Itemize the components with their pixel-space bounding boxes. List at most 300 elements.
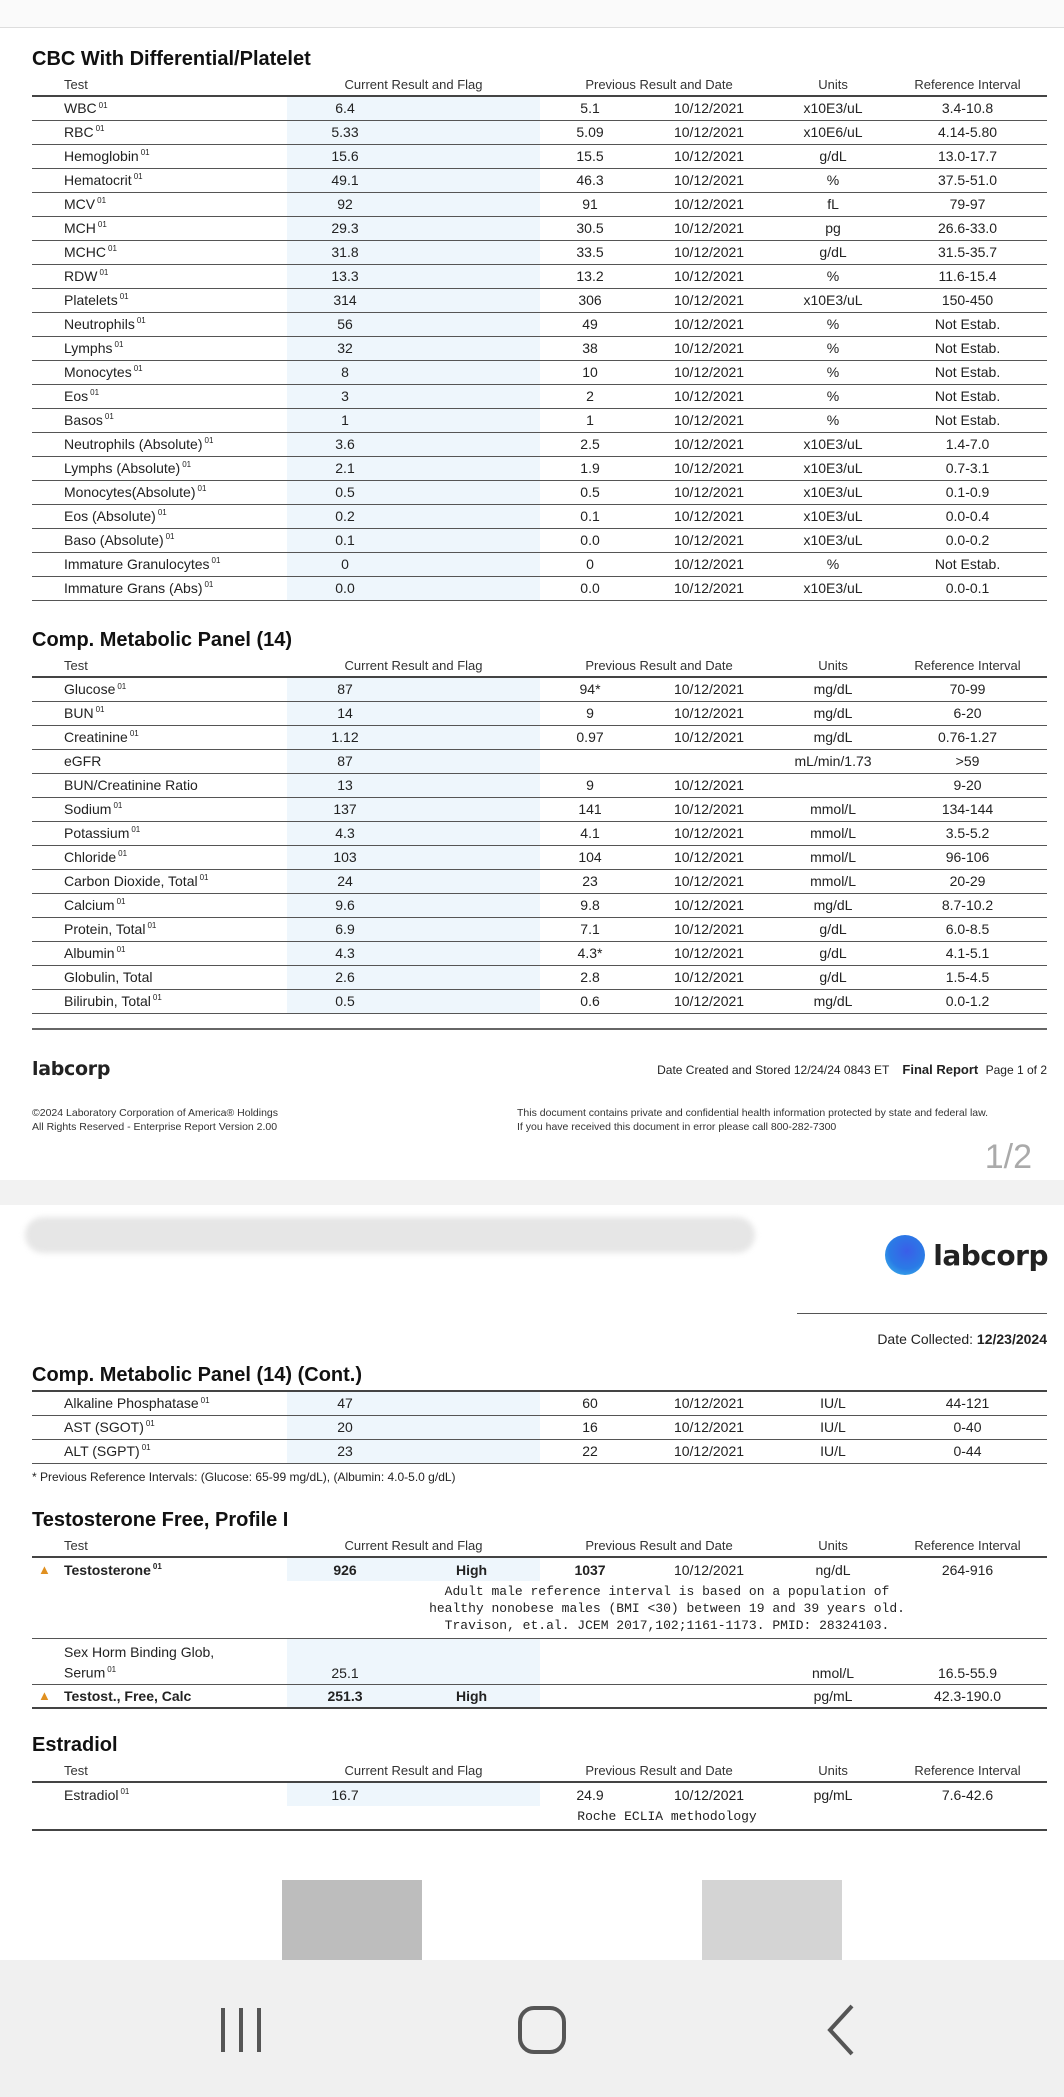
- footnote-marker: 01: [95, 124, 105, 134]
- test-name: Chloride: [64, 849, 117, 865]
- section-title: Comp. Metabolic Panel (14) (Cont.): [32, 1364, 363, 1386]
- table-row: [32, 1391, 1047, 1415]
- reference-interval: 0.76-1.27: [888, 725, 1047, 749]
- previous-value: 306: [540, 288, 640, 312]
- privacy-line: This document contains private and confidential health information protected by state and federal law.: [517, 1107, 989, 1119]
- previous-date: 10/12/2021: [640, 144, 778, 168]
- reference-interval: 70-99: [888, 677, 1047, 701]
- footnote-marker: 01: [108, 244, 117, 254]
- final-report-label: Final Report: [902, 1062, 979, 1077]
- units: mL/min/1.73: [778, 749, 888, 773]
- test-name: Lymphs (Absolute): [64, 460, 181, 476]
- flag: [403, 144, 540, 168]
- current-value: 0.5: [287, 989, 403, 1013]
- current-value: 926: [287, 1557, 403, 1581]
- flag: [403, 528, 540, 552]
- testosterone-section: [32, 1505, 1047, 1709]
- section-title: Comp. Metabolic Panel (14): [32, 629, 293, 651]
- reference-interval: 26.6-33.0: [888, 216, 1047, 240]
- redacted-header: [25, 1217, 755, 1253]
- footnote-marker: 01: [145, 1419, 155, 1429]
- units: fL: [778, 192, 888, 216]
- units: %: [778, 360, 888, 384]
- units: g/dL: [778, 941, 888, 965]
- previous-value: 16: [540, 1415, 640, 1439]
- reference-interval: 13.0-17.7: [888, 144, 1047, 168]
- col-current: Current Result and Flag: [287, 74, 540, 96]
- flag-high: High: [403, 1684, 540, 1708]
- previous-value: 0.0: [540, 576, 640, 600]
- units: mg/dL: [778, 701, 888, 725]
- current-value: 31.8: [287, 240, 403, 264]
- current-value: 2.1: [287, 456, 403, 480]
- units: x10E3/uL: [778, 528, 888, 552]
- test-name: [32, 1639, 287, 1685]
- current-value: 137: [287, 797, 403, 821]
- previous-date: 10/12/2021: [640, 917, 778, 941]
- test-name: Protein, Total: [64, 921, 146, 937]
- reference-interval: Not Estab.: [888, 384, 1047, 408]
- footnote-marker: 01: [136, 316, 146, 326]
- flag: [403, 240, 540, 264]
- footnote-marker: 01: [211, 556, 221, 566]
- current-value: 87: [287, 677, 403, 701]
- current-value: 20: [287, 1415, 403, 1439]
- previous-date: 10/12/2021: [640, 1415, 778, 1439]
- page-of: Page 1 of 2: [985, 1063, 1047, 1077]
- flag: [403, 576, 540, 600]
- results-table: [32, 1535, 1047, 1709]
- test-name: BUN: [64, 705, 94, 721]
- reference-interval: 8.7-10.2: [888, 893, 1047, 917]
- test-name: Monocytes(Absolute): [64, 484, 196, 500]
- units: mmol/L: [778, 797, 888, 821]
- flag-high: High: [403, 1557, 540, 1581]
- units: mmol/L: [778, 845, 888, 869]
- table-header: [32, 655, 1047, 677]
- previous-value: 4.3*: [540, 941, 640, 965]
- current-value: 0.2: [287, 504, 403, 528]
- table-row: [32, 408, 1047, 432]
- previous-value: 2.8: [540, 965, 640, 989]
- table-row: [32, 965, 1047, 989]
- previous-date: 10/12/2021: [640, 701, 778, 725]
- units: pg/mL: [778, 1684, 888, 1708]
- footnote: * Previous Reference Intervals: (Glucose: 65-99 mg/dL), (Albumin: 4.0-5.0 g/dL): [32, 1469, 456, 1484]
- previous-value: 104: [540, 845, 640, 869]
- col-units: Units: [778, 74, 888, 96]
- reference-interval: 42.3-190.0: [888, 1684, 1047, 1708]
- reference-interval: 7.6-42.6: [941, 1786, 994, 1803]
- footnote-marker: 01: [129, 729, 139, 739]
- reference-interval: 0.1-0.9: [888, 480, 1047, 504]
- table-row: [32, 504, 1047, 528]
- footnote-marker: 01: [182, 460, 192, 470]
- col-units: Units: [778, 1760, 888, 1782]
- current-value: 25.1: [287, 1639, 403, 1685]
- current-value: 23: [287, 1439, 403, 1463]
- footnote-marker: 01: [165, 532, 175, 542]
- col-reference: Reference Interval: [888, 655, 1047, 677]
- previous-date: 10/12/2021: [640, 725, 778, 749]
- previous-date: 10/12/2021: [640, 456, 778, 480]
- previous-date: 10/12/2021: [640, 240, 778, 264]
- flag: [403, 1439, 540, 1463]
- test-name: Platelets: [64, 292, 118, 308]
- table-row: [32, 749, 1047, 773]
- test-name: Estradiol: [64, 1787, 119, 1803]
- units: IU/L: [778, 1391, 888, 1415]
- footnote-marker: 01: [97, 220, 107, 230]
- test-name: ALT (SGPT): [64, 1443, 140, 1459]
- units: mg/dL: [778, 989, 888, 1013]
- reference-interval: 0.7-3.1: [888, 456, 1047, 480]
- table-row: [32, 240, 1047, 264]
- col-test: Test: [32, 1760, 287, 1782]
- previous-value: 22: [540, 1439, 640, 1463]
- flag: [403, 312, 540, 336]
- current-value: 87: [287, 749, 403, 773]
- flag: [403, 893, 540, 917]
- flag: [403, 1415, 540, 1439]
- previous-value: 1: [540, 408, 640, 432]
- footnote-marker: 01: [117, 681, 127, 691]
- test-name-line: Sex Horm Binding Glob,: [64, 1644, 215, 1660]
- previous-value: 1037: [574, 1561, 606, 1578]
- flag: [403, 701, 540, 725]
- units: mmol/L: [778, 821, 888, 845]
- reference-interval: 0.0-1.2: [888, 989, 1047, 1013]
- current-value: 4.3: [287, 821, 403, 845]
- reference-interval: 264-916: [941, 1561, 994, 1578]
- flag: [403, 408, 540, 432]
- footnote-marker: 01: [199, 873, 209, 883]
- previous-value: 4.1: [540, 821, 640, 845]
- flag: [403, 917, 540, 941]
- units: IU/L: [778, 1439, 888, 1463]
- col-test: Test: [32, 655, 287, 677]
- previous-date: 10/12/2021: [640, 677, 778, 701]
- current-value: 16.7: [287, 1782, 403, 1806]
- comment-row: [32, 1806, 1047, 1830]
- test-name: Sodium: [64, 801, 112, 817]
- current-value: 92: [287, 192, 403, 216]
- reference-interval: 0.0-0.1: [888, 576, 1047, 600]
- table-header: [32, 1535, 1047, 1557]
- table-row: [32, 528, 1047, 552]
- previous-date: 10/12/2021: [640, 845, 778, 869]
- current-value: 1: [287, 408, 403, 432]
- col-reference: Reference Interval: [888, 1760, 1047, 1782]
- previous-value: 94*: [540, 677, 640, 701]
- previous-value: 13.2: [540, 264, 640, 288]
- current-value: 4.3: [287, 941, 403, 965]
- recent-apps-icon[interactable]: [212, 2000, 272, 2060]
- reference-interval: 134-144: [888, 797, 1047, 821]
- units: [778, 773, 888, 797]
- col-units: Units: [778, 1535, 888, 1557]
- test-name: Testost., Free, Calc: [64, 1687, 192, 1704]
- previous-value: 60: [540, 1391, 640, 1415]
- previous-value: 33.5: [540, 240, 640, 264]
- warning-icon: ▲: [38, 1687, 51, 1703]
- col-test: Test: [32, 1535, 287, 1557]
- footnote-marker: 01: [133, 364, 143, 374]
- test-name: Testosterone: [64, 1561, 151, 1578]
- test-name-line: Serum: [64, 1664, 106, 1681]
- flag: [403, 1782, 540, 1806]
- home-icon[interactable]: [512, 2000, 572, 2060]
- footnote-marker: 01: [98, 100, 108, 110]
- units: x10E3/uL: [778, 432, 888, 456]
- previous-date: 10/12/2021: [640, 869, 778, 893]
- test-name: RDW: [64, 268, 98, 284]
- table-row: [32, 677, 1047, 701]
- flag: [403, 725, 540, 749]
- previous-value: 15.5: [540, 144, 640, 168]
- previous-date: 10/12/2021: [640, 504, 778, 528]
- table-row: [32, 989, 1047, 1013]
- current-value: 15.6: [287, 144, 403, 168]
- test-name: Baso (Absolute): [64, 532, 164, 548]
- reference-interval: 20-29: [888, 869, 1047, 893]
- current-value: 8: [287, 360, 403, 384]
- footnote-marker: 01: [113, 801, 123, 811]
- flag: [403, 552, 540, 576]
- table-row: [32, 1415, 1047, 1439]
- reference-interval: >59: [888, 749, 1047, 773]
- test-name: RBC: [64, 124, 94, 140]
- stored-date: Date Created and Stored 12/24/24 0843 ET: [657, 1063, 890, 1077]
- reference-interval: 1.5-4.5: [888, 965, 1047, 989]
- test-name: Immature Granulocytes: [64, 556, 210, 572]
- units: %: [778, 552, 888, 576]
- units: IU/L: [778, 1415, 888, 1439]
- test-name: WBC: [64, 100, 97, 117]
- test-name: Potassium: [64, 825, 130, 841]
- previous-date: 10/12/2021: [640, 528, 778, 552]
- units: x10E3/uL: [778, 504, 888, 528]
- previous-date: 10/12/2021: [640, 989, 778, 1013]
- previous-date: 10/12/2021: [640, 480, 778, 504]
- col-test: Test: [32, 74, 287, 96]
- table-row: [32, 725, 1047, 749]
- previous-value: 1.9: [540, 456, 640, 480]
- current-value: 251.3: [287, 1684, 403, 1708]
- flag: [403, 192, 540, 216]
- flag: [403, 384, 540, 408]
- footnote-marker: 01: [99, 268, 109, 278]
- test-name: Creatinine: [64, 729, 128, 745]
- current-value: 5.33: [287, 120, 403, 144]
- previous-value: 5.09: [540, 120, 640, 144]
- units: g/dL: [778, 965, 888, 989]
- copyright-line: ©2024 Laboratory Corporation of America® Holdings: [32, 1107, 279, 1119]
- flag: [403, 264, 540, 288]
- current-value: 32: [287, 336, 403, 360]
- previous-value: 0.1: [540, 504, 640, 528]
- system-navigation-bar: [0, 1960, 1064, 2097]
- previous-value: 0.97: [540, 725, 640, 749]
- units: %: [778, 408, 888, 432]
- test-name: Eos (Absolute): [64, 508, 156, 524]
- back-icon[interactable]: [812, 2000, 872, 2060]
- test-name: Lymphs: [64, 340, 113, 356]
- test-name: Neutrophils (Absolute): [64, 436, 203, 452]
- flag: [403, 168, 540, 192]
- units: x10E3/uL: [778, 456, 888, 480]
- table-row: [32, 432, 1047, 456]
- reference-comment: Adult male reference interval is based on a population of healthy nonobese males (BMI <30) between 19 and 39 years old. Travison, et.al. JCEM 2017,102;1161-1173. PMID: 28324103.: [429, 1584, 905, 1633]
- flag: [403, 869, 540, 893]
- reference-interval: 44-121: [888, 1391, 1047, 1415]
- page-top-edge: [0, 0, 1064, 28]
- flag: [403, 989, 540, 1013]
- flag: [403, 821, 540, 845]
- previous-date: 10/12/2021: [640, 893, 778, 917]
- previous-date: 10/12/2021: [640, 96, 778, 120]
- comment-row: [32, 1581, 1047, 1639]
- units: mg/dL: [778, 893, 888, 917]
- current-value: 9.6: [287, 893, 403, 917]
- units: g/dL: [778, 917, 888, 941]
- current-value: 0.1: [287, 528, 403, 552]
- previous-value: 0.5: [540, 480, 640, 504]
- current-value: 3: [287, 384, 403, 408]
- current-value: 0.5: [287, 480, 403, 504]
- footnote-marker: 01: [200, 1395, 210, 1405]
- reference-interval: 150-450: [888, 288, 1047, 312]
- labcorp-logo-large: [885, 1235, 1048, 1275]
- section-title: CBC With Differential/Platelet: [32, 48, 311, 70]
- results-table: [32, 655, 1047, 1014]
- previous-date: 10/12/2021: [640, 941, 778, 965]
- previous-value: 0: [540, 552, 640, 576]
- current-value: 1.12: [287, 725, 403, 749]
- flag: [403, 677, 540, 701]
- previous-date: 10/12/2021: [640, 432, 778, 456]
- privacy-notice: [517, 1106, 988, 1134]
- units: g/dL: [778, 240, 888, 264]
- test-name: Carbon Dioxide, Total: [64, 873, 198, 889]
- results-table: [32, 1390, 1047, 1464]
- current-value: 13.3: [287, 264, 403, 288]
- reference-interval: 4.14-5.80: [888, 120, 1047, 144]
- test-name: MCH: [64, 220, 96, 236]
- previous-date: 10/12/2021: [640, 264, 778, 288]
- test-name: Neutrophils: [64, 316, 135, 332]
- reference-interval: 9-20: [888, 773, 1047, 797]
- flag: [403, 504, 540, 528]
- test-name: Basos: [64, 412, 103, 428]
- previous-value: 9: [540, 701, 640, 725]
- footnote-marker: 01: [197, 484, 207, 494]
- previous-value: [540, 749, 640, 773]
- test-name: Bilirubin, Total: [64, 993, 151, 1009]
- previous-value: 91: [540, 192, 640, 216]
- table-row: [32, 312, 1047, 336]
- flag: [403, 965, 540, 989]
- units: x10E6/uL: [778, 120, 888, 144]
- units: nmol/L: [778, 1639, 888, 1685]
- warning-icon: ▲: [38, 1561, 51, 1577]
- previous-date: [640, 1684, 778, 1708]
- previous-date: 10/12/2021: [640, 797, 778, 821]
- flag: [403, 773, 540, 797]
- previous-date: 10/12/2021: [673, 1561, 745, 1578]
- previous-date: 10/12/2021: [640, 120, 778, 144]
- footnote-marker: 01: [97, 196, 107, 206]
- test-name: eGFR: [64, 753, 102, 769]
- labcorp-logo-icon: [885, 1235, 925, 1275]
- cbc-section: [32, 44, 1047, 601]
- reference-interval: 96-106: [888, 845, 1047, 869]
- table-row: [32, 1557, 1047, 1581]
- previous-value: 7.1: [540, 917, 640, 941]
- previous-date: 10/12/2021: [640, 1439, 778, 1463]
- reference-interval: Not Estab.: [888, 312, 1047, 336]
- previous-date: 10/12/2021: [640, 216, 778, 240]
- flag: [403, 941, 540, 965]
- table-row: [32, 773, 1047, 797]
- col-current: Current Result and Flag: [287, 1760, 540, 1782]
- units: x10E3/uL: [778, 288, 888, 312]
- reference-interval: 3.5-5.2: [888, 821, 1047, 845]
- test-name: Hemoglobin: [64, 148, 139, 164]
- test-name: AST (SGOT): [64, 1419, 144, 1435]
- units: x10E3/uL: [778, 480, 888, 504]
- previous-value: 9: [540, 773, 640, 797]
- footnote-marker: 01: [133, 172, 143, 182]
- previous-value: [540, 1684, 640, 1708]
- table-row: [32, 1782, 1047, 1806]
- test-name: MCV: [64, 196, 96, 212]
- flag: [403, 456, 540, 480]
- table-row: [32, 96, 1047, 120]
- previous-date: 10/12/2021: [640, 288, 778, 312]
- current-value: 29.3: [287, 216, 403, 240]
- privacy-line: If you have received this document in error please call 800-282-7300: [517, 1121, 837, 1133]
- footnote-marker: 01: [140, 148, 150, 158]
- units: x10E3/uL: [778, 576, 888, 600]
- copyright-line: All Rights Reserved - Enterprise Report Version 2.00: [32, 1121, 278, 1133]
- units: mg/dL: [778, 677, 888, 701]
- previous-date: 10/12/2021: [640, 192, 778, 216]
- current-value: 24: [287, 869, 403, 893]
- table-row: [32, 192, 1047, 216]
- previous-value: 9.8: [540, 893, 640, 917]
- previous-value: 2.5: [540, 432, 640, 456]
- previous-date: 10/12/2021: [640, 360, 778, 384]
- reference-interval: Not Estab.: [888, 552, 1047, 576]
- table-row: [32, 797, 1047, 821]
- previous-date: [640, 749, 778, 773]
- units: g/dL: [778, 144, 888, 168]
- table-row: [32, 480, 1047, 504]
- cmp-section: [32, 625, 1047, 1030]
- table-row: [32, 552, 1047, 576]
- table-row: [32, 576, 1047, 600]
- table-row: [32, 1639, 1047, 1685]
- flag: [403, 336, 540, 360]
- method-comment: Roche ECLIA methodology: [577, 1809, 757, 1824]
- report-status: [657, 1062, 1047, 1077]
- previous-date: 10/12/2021: [640, 384, 778, 408]
- section-title: Testosterone Free, Profile I: [32, 1509, 289, 1531]
- footnote-marker: 01: [116, 897, 126, 907]
- previous-date: 10/12/2021: [673, 1786, 745, 1803]
- previous-value: 30.5: [540, 216, 640, 240]
